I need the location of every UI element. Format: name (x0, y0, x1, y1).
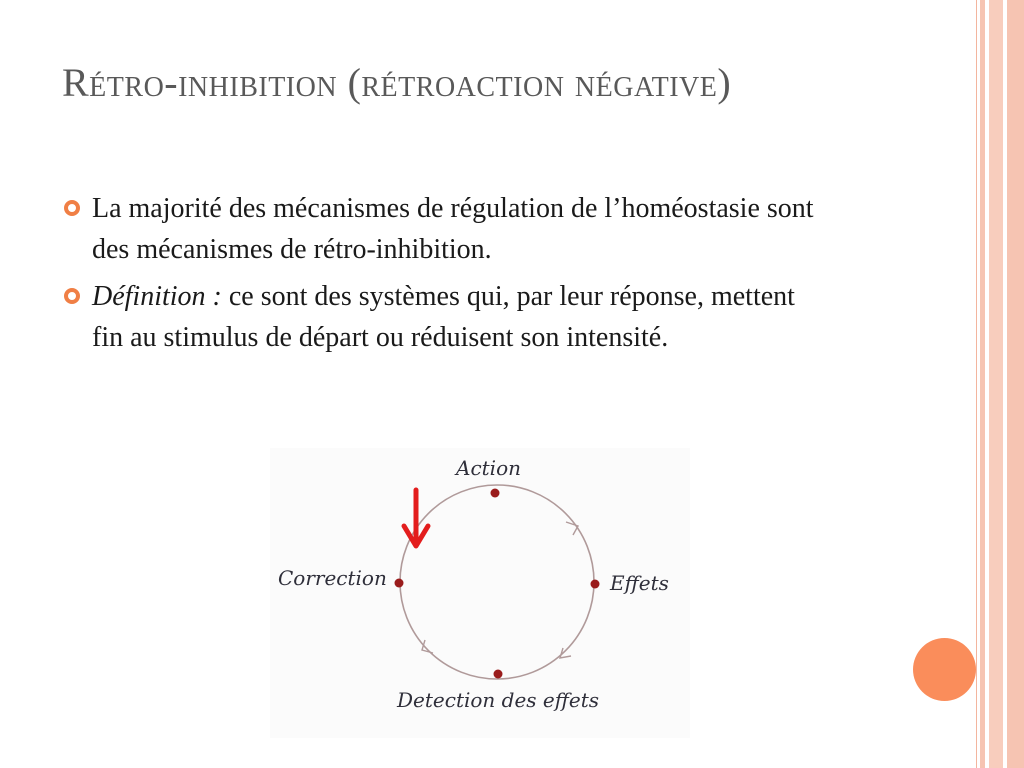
bullet-item (62, 188, 832, 270)
border-stripe (989, 0, 1003, 768)
node-label-effets: Effets (610, 571, 669, 595)
node-label-correction: Correction (278, 566, 387, 590)
bullet-text: La majorité des mécanismes de régulation de l’homéostasie sont des mécanismes de rétro-inhibition. (92, 193, 814, 265)
definition-term: Définition : (92, 281, 222, 312)
node-label-action: Action (456, 456, 521, 480)
border-stripe (980, 0, 985, 768)
node-dot-left (395, 579, 404, 588)
slide-title: Rétro-inhibition (rétroaction négative) (62, 60, 732, 105)
cycle-arrow-icon (422, 640, 433, 653)
bullet-ring-icon (64, 288, 80, 304)
feedback-cycle-diagram (270, 448, 690, 738)
cycle-ring (400, 485, 594, 679)
border-stripe (1007, 0, 1024, 768)
node-dot-bottom (494, 670, 503, 679)
node-label-detection: Detection des effets (397, 688, 600, 712)
border-line (976, 0, 977, 768)
node-dot-top (491, 489, 500, 498)
bullet-text: ce sont des systèmes qui, par leur réponse, mettent fin au stimulus de départ ou réduisent son intensité. (92, 281, 795, 353)
bullet-item (62, 276, 832, 358)
bullet-ring-icon (64, 200, 80, 216)
cycle-arrow-icon (566, 522, 578, 535)
cycle-arrow-icon (560, 648, 571, 658)
bullet-list (62, 188, 832, 364)
decorative-circle (913, 638, 976, 701)
node-dot-right (591, 580, 600, 589)
